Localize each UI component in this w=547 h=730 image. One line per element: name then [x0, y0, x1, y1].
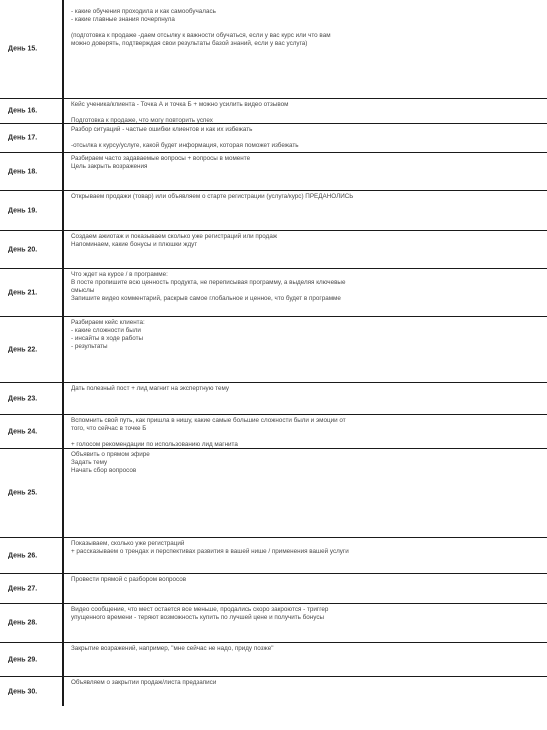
day-cell — [0, 383, 64, 414]
content-line: -отсылка к курсу/услуге, какой будет информация, которая поможет избежать — [71, 142, 299, 149]
table-row — [0, 537, 547, 573]
table-row — [0, 230, 547, 268]
day-content-cell — [71, 679, 547, 687]
day-content-cell — [71, 193, 547, 201]
content-line: - какие главные знания почерпнула — [71, 16, 175, 23]
table-row — [0, 414, 547, 448]
content-line: Подготовка к продаже, что могу повторить успех — [71, 117, 213, 124]
day-content-cell — [71, 271, 547, 303]
day-label: День 24. — [8, 428, 38, 435]
content-line: Запишите видео комментарий, раскрыв самое глобальное и ценное, что будет в программе — [71, 295, 341, 302]
content-line: можно доверять, подтверждая свои результаты базой знаний, если у вас услуга) — [71, 40, 308, 47]
content-line: Объявить о прямом эфире — [71, 451, 150, 458]
content-line: (подготовка к продаже -даем отсылку к важности обучаться, если у вас курс или что вам — [71, 32, 331, 39]
content-line: Задать тему — [71, 459, 108, 466]
day-label: День 26. — [8, 552, 38, 559]
content-line: Дать полезный пост + лид магнит на экспертную тему — [71, 385, 230, 392]
day-cell — [0, 643, 64, 676]
content-line — [71, 134, 547, 142]
day-content-cell — [71, 540, 547, 556]
content-line: + рассказываем о трендах и перспективах развития в вашей нише / применения вашей услуги — [71, 548, 349, 555]
day-label: День 18. — [8, 168, 38, 175]
table-row — [0, 382, 547, 414]
content-line: Цель закрыть возражения — [71, 163, 148, 170]
day-label: День 19. — [8, 207, 38, 214]
day-content-cell — [71, 385, 547, 393]
day-label: День 25. — [8, 489, 38, 497]
content-line: Объявляем о закрытии продаж/листа предзаписи — [71, 679, 217, 686]
content-line: Создаем ажиотаж и показываем сколько уже регистраций или продаж — [71, 233, 278, 240]
table-row — [0, 642, 547, 676]
day-cell — [0, 124, 64, 152]
day-label: День 30. — [8, 688, 38, 695]
content-line: Провести прямой с разбором вопросов — [71, 576, 187, 583]
content-line: упущенного времени - теряют возможность купить по лучшей цене и получить бонусы — [71, 614, 325, 621]
day-cell — [0, 317, 64, 382]
content-line: Напоминаем, какие бонусы и плюшки ждут — [71, 241, 198, 248]
day-cell — [0, 449, 64, 537]
day-label: День 21. — [8, 289, 38, 296]
day-content-cell — [71, 8, 547, 48]
day-label: День 15. — [8, 45, 38, 53]
day-content-cell — [71, 576, 547, 584]
content-line: В посте пропишите всю ценность продукта, не переписывая программу, а выделяя ключевые — [71, 279, 346, 286]
table-row — [0, 448, 547, 537]
day-cell — [0, 99, 64, 123]
table-row — [0, 573, 547, 603]
day-label: День 29. — [8, 656, 38, 663]
day-content-cell — [71, 451, 547, 475]
content-line: Открываем продажи (товар) или объявляем о старте регистрации (услуга/курс) ПРЕДАНОЛИСЬ — [71, 193, 354, 200]
content-line — [71, 109, 547, 117]
day-cell — [0, 0, 64, 98]
day-cell — [0, 191, 64, 230]
day-label: День 28. — [8, 619, 38, 627]
day-content-cell — [71, 645, 547, 653]
table-row — [0, 123, 547, 152]
table-row — [0, 190, 547, 230]
table-row — [0, 676, 547, 706]
content-line: Разбираем часто задаваемые вопросы + вопросы в моменте — [71, 155, 251, 162]
content-line: Видео сообщение, что мест остается все меньше, продались скоро закроются - триггер — [71, 606, 329, 613]
content-line: - инсайты в ходе работы — [71, 335, 144, 342]
content-line: Показываем, сколько уже регистраций — [71, 540, 185, 547]
content-line: того, что сейчас в точке Б — [71, 425, 147, 432]
table-row — [0, 152, 547, 190]
day-content-cell — [71, 101, 547, 125]
content-line: Разбираем кейс клиента: — [71, 319, 145, 326]
content-line: Что ждет на курсе / в программе: — [71, 271, 168, 278]
day-cell — [0, 604, 64, 642]
day-content-cell — [71, 417, 547, 449]
day-label: День 23. — [8, 395, 38, 402]
content-line: + голосом рекомендации по использованию лид магнита — [71, 441, 238, 448]
day-cell — [0, 231, 64, 268]
day-label: День 22. — [8, 346, 38, 353]
content-line: - какие обучения проходила и как самообучалась — [71, 8, 216, 15]
day-cell — [0, 153, 64, 190]
day-content-cell — [71, 319, 547, 351]
day-label: День 16. — [8, 107, 38, 115]
day-content-cell — [71, 126, 547, 150]
day-label: День 17. — [8, 134, 38, 142]
content-line — [71, 24, 547, 32]
day-cell — [0, 538, 64, 573]
content-line: Вспомнить свой путь, как пришла в нишу, какие самые большие сложности были и эмоции от — [71, 417, 346, 424]
day-cell — [0, 677, 64, 706]
content-line: Закрытие возражений, например, "мне сейчас не надо, приду позже" — [71, 645, 274, 652]
day-label: День 27. — [8, 585, 38, 592]
day-content-cell — [71, 155, 547, 171]
table-row — [0, 0, 547, 98]
day-content-cell — [71, 233, 547, 249]
table-row — [0, 98, 547, 123]
day-cell — [0, 269, 64, 316]
content-line: - какие сложности были — [71, 327, 141, 334]
table-row — [0, 316, 547, 382]
content-line: смыслы — [71, 287, 95, 294]
content-line: - результаты — [71, 343, 108, 350]
day-cell — [0, 415, 64, 448]
day-cell — [0, 574, 64, 603]
content-line: Разбор ситуаций - частые ошибки клиентов и как их избежать — [71, 126, 253, 133]
day-label: День 20. — [8, 246, 38, 253]
content-line: Кейс ученика/клиента - Точка А и точка Б + можно усилить видео отзывом — [71, 101, 289, 108]
table-row — [0, 603, 547, 642]
day-content-cell — [71, 606, 547, 622]
content-line: Начать сбор вопросов — [71, 467, 137, 474]
content-line — [71, 433, 547, 441]
table-row — [0, 268, 547, 316]
